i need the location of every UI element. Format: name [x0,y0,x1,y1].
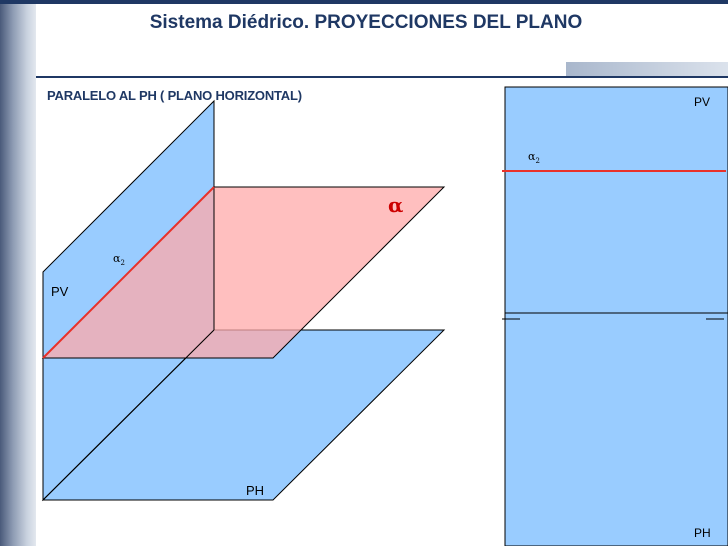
projection-alpha2-symbol: α [528,150,536,163]
pv-label: PV [51,284,69,299]
projection-view [502,87,728,546]
projection-panel [505,87,728,546]
projection-ph-label: PH [694,526,711,540]
slide-subtitle: PARALELO AL PH ( PLANO HORIZONTAL) [47,88,302,103]
ph-label: PH [246,483,265,498]
projection-alpha2-subscript: 2 [535,157,540,165]
slide-title: Sistema Diédrico. PROYECCIONES DEL PLANO [149,12,583,33]
projection-pv-label: PV [694,95,711,109]
alpha2-subscript: 2 [120,259,125,267]
alpha2-symbol: α [113,252,121,265]
alpha-label: α [388,193,404,217]
perspective-view [43,101,444,500]
